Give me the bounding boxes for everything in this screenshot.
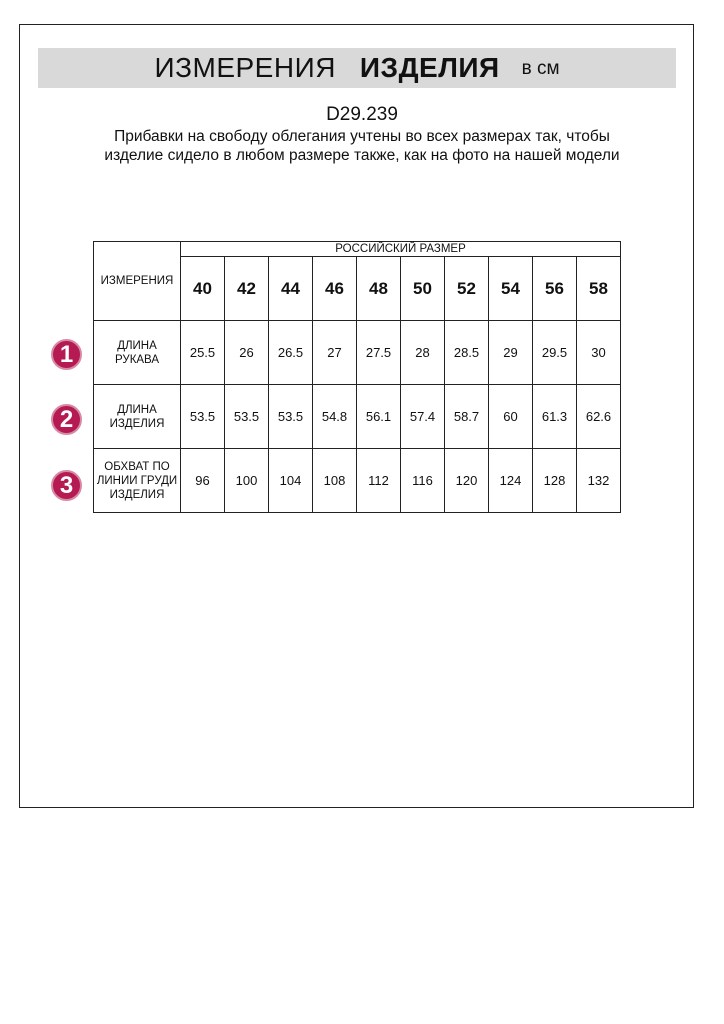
size-header: 56: [533, 257, 577, 321]
size-table: [93, 241, 621, 513]
product-code: D29.239: [326, 104, 398, 125]
table-cell: 27: [313, 321, 357, 385]
table-cell: 100: [225, 449, 269, 513]
table-cell: 27.5: [357, 321, 401, 385]
row-label-chest-girth: ОБХВАТ ПО ЛИНИИ ГРУДИ ИЗДЕЛИЯ: [94, 449, 181, 513]
measurement-number-badge-2: 2: [51, 404, 82, 435]
size-header: 54: [489, 257, 533, 321]
size-header: 52: [445, 257, 489, 321]
table-row: [94, 321, 621, 385]
table-cell: 26.5: [269, 321, 313, 385]
table-cell: 56.1: [357, 385, 401, 449]
table-cell: 53.5: [225, 385, 269, 449]
table-row: [94, 385, 621, 449]
table-cell: 60: [489, 385, 533, 449]
table-cell: 26: [225, 321, 269, 385]
table-cell: 132: [577, 449, 621, 513]
size-header: 44: [269, 257, 313, 321]
table-cell: 108: [313, 449, 357, 513]
table-cell: 29: [489, 321, 533, 385]
table-cell: 112: [357, 449, 401, 513]
table-cell: 25.5: [181, 321, 225, 385]
size-header: 58: [577, 257, 621, 321]
table-row: [94, 449, 621, 513]
measurement-number-badge-1: 1: [51, 339, 82, 370]
table-cell: 53.5: [181, 385, 225, 449]
table-cell: 28.5: [445, 321, 489, 385]
title-product: ИЗДЕЛИЯ: [359, 52, 500, 83]
table-cell: 96: [181, 449, 225, 513]
title-measurements: ИЗМЕРЕНИЯ: [154, 52, 336, 83]
row-label-garment-length: ДЛИНА ИЗДЕЛИЯ: [94, 385, 181, 449]
table-cell: 104: [269, 449, 313, 513]
table-cell: 58.7: [445, 385, 489, 449]
page-title: [38, 48, 676, 88]
size-header: 46: [313, 257, 357, 321]
table-cell: 54.8: [313, 385, 357, 449]
table-cell: 116: [401, 449, 445, 513]
title-band: [38, 48, 676, 88]
table-cell: 124: [489, 449, 533, 513]
measurements-header: ИЗМЕРЕНИЯ: [94, 242, 181, 321]
table-cell: 29.5: [533, 321, 577, 385]
table-cell: 62.6: [577, 385, 621, 449]
title-unit: в см: [521, 58, 560, 79]
table-cell: 128: [533, 449, 577, 513]
size-header: 48: [357, 257, 401, 321]
table-cell: 120: [445, 449, 489, 513]
size-header: 42: [225, 257, 269, 321]
size-group-header: РОССИЙСКИЙ РАЗМЕР: [181, 242, 621, 257]
table-cell: 30: [577, 321, 621, 385]
row-label-sleeve-length: ДЛИНА РУКАВА: [94, 321, 181, 385]
size-header: 50: [401, 257, 445, 321]
table-cell: 57.4: [401, 385, 445, 449]
table-cell: 53.5: [269, 385, 313, 449]
table-cell: 61.3: [533, 385, 577, 449]
table-cell: 28: [401, 321, 445, 385]
measurement-number-badge-3: 3: [51, 470, 82, 501]
size-header: 40: [181, 257, 225, 321]
fit-note: Прибавки на свободу облегания учтены во всех размерах так, чтобы изделие сидело в любом размере также, как на фото на нашей модели: [104, 128, 620, 164]
